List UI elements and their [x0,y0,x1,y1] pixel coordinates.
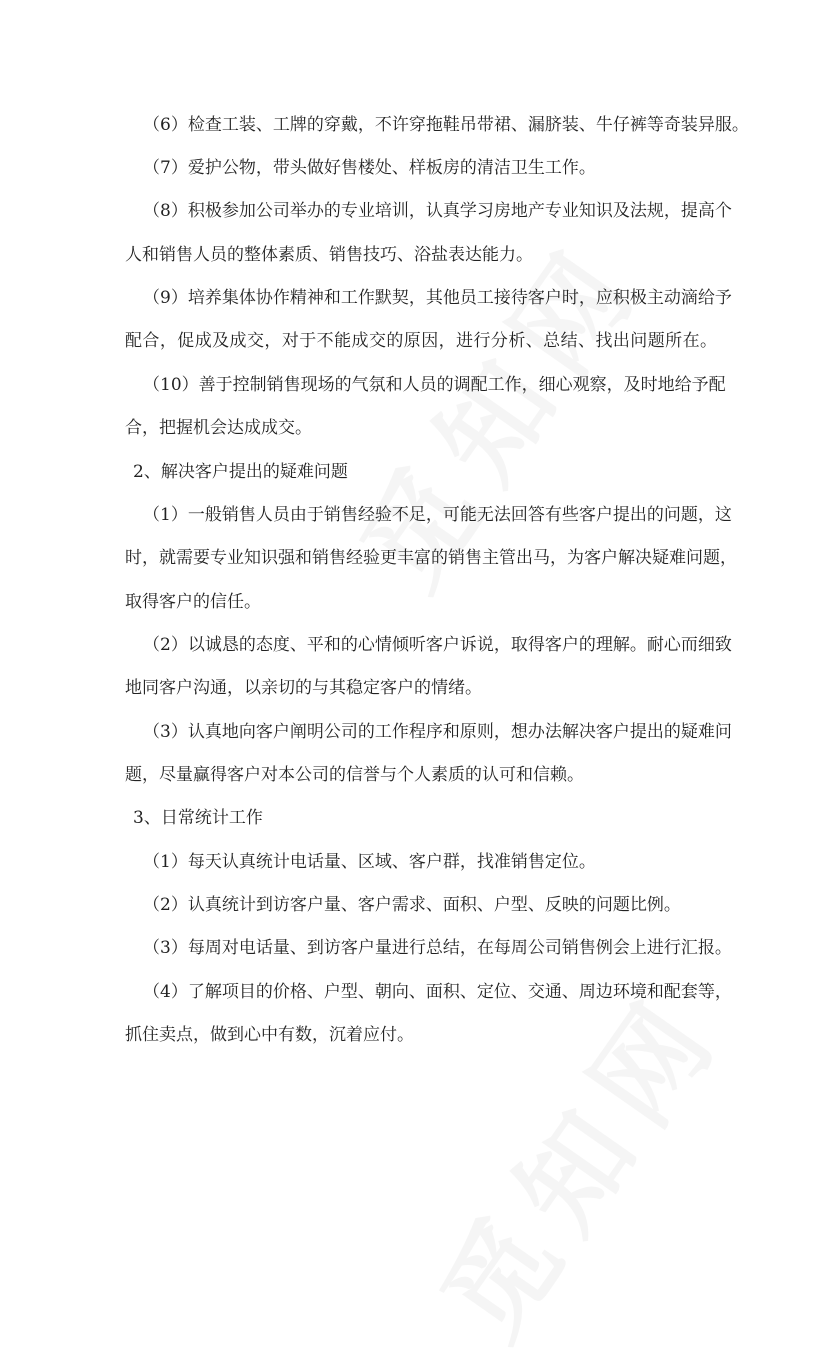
paragraph-line: （9）培养集体协作精神和工作默契，其他员工接待客户时，应积极主动滴给予 [143,288,732,308]
paragraph-line: （7）爱护公物，带头做好售楼处、样板房的清洁卫生工作。 [143,158,596,178]
paragraph-line: 取得客户的信任。 [125,592,261,612]
paragraph-line: （3）认真地向客户阐明公司的工作程序和原则，想办法解决客户提出的疑难问 [143,722,732,742]
paragraph-line: 合，把握机会达成成交。 [125,418,312,438]
paragraph-line: 地同客户沟通，以亲切的与其稳定客户的情绪。 [125,678,482,698]
paragraph-line: （1）每天认真统计电话量、区域、客户群，找准销售定位。 [143,852,596,872]
paragraph-line: （4）了解项目的价格、户型、朝向、面积、定位、交通、周边环境和配套等， [143,982,732,1002]
paragraph-line: 配合，促成及成交，对于不能成交的原因，进行分析、总结、找出问题所在。 [125,331,717,351]
paragraph-line: （10）善于控制销售现场的气氛和人员的调配工作，细心观察，及时地给予配 [143,375,726,395]
paragraph-line: 抓住卖点，做到心中有数，沉着应付。 [125,1025,414,1045]
paragraph-line: 时，就需要专业知识强和销售经验更丰富的销售主管出马，为客户解决疑难问题， [125,548,737,568]
paragraph-line: （2）以诚恳的态度、平和的心情倾听客户诉说，取得客户的理解。耐心而细致 [143,635,732,655]
paragraph-line: （3）每周对电话量、到访客户量进行总结，在每周公司销售例会上进行汇报。 [143,938,732,958]
paragraph-line: （6）检查工装、工牌的穿戴，不许穿拖鞋吊带裙、漏脐装、牛仔裤等奇装异服。 [143,115,749,135]
section-heading: 2、解决客户提出的疑难问题 [133,462,348,482]
paragraph-line: 题，尽量赢得客户对本公司的信誉与个人素质的认可和信赖。 [125,765,584,785]
section-heading: 3、日常统计工作 [133,808,263,828]
paragraph-line: （8）积极参加公司举办的专业培训，认真学习房地产专业知识及法规，提高个 [143,201,732,221]
paragraph-line: （1）一般销售人员由于销售经验不足，可能无法回答有些客户提出的问题，这 [143,505,732,525]
paragraph-line: （2）认真统计到访客户量、客户需求、面积、户型、反映的问题比例。 [143,895,681,915]
watermark [398,954,751,1364]
paragraph-line: 人和销售人员的整体素质、销售技巧、浴盐表达能力。 [125,245,533,265]
